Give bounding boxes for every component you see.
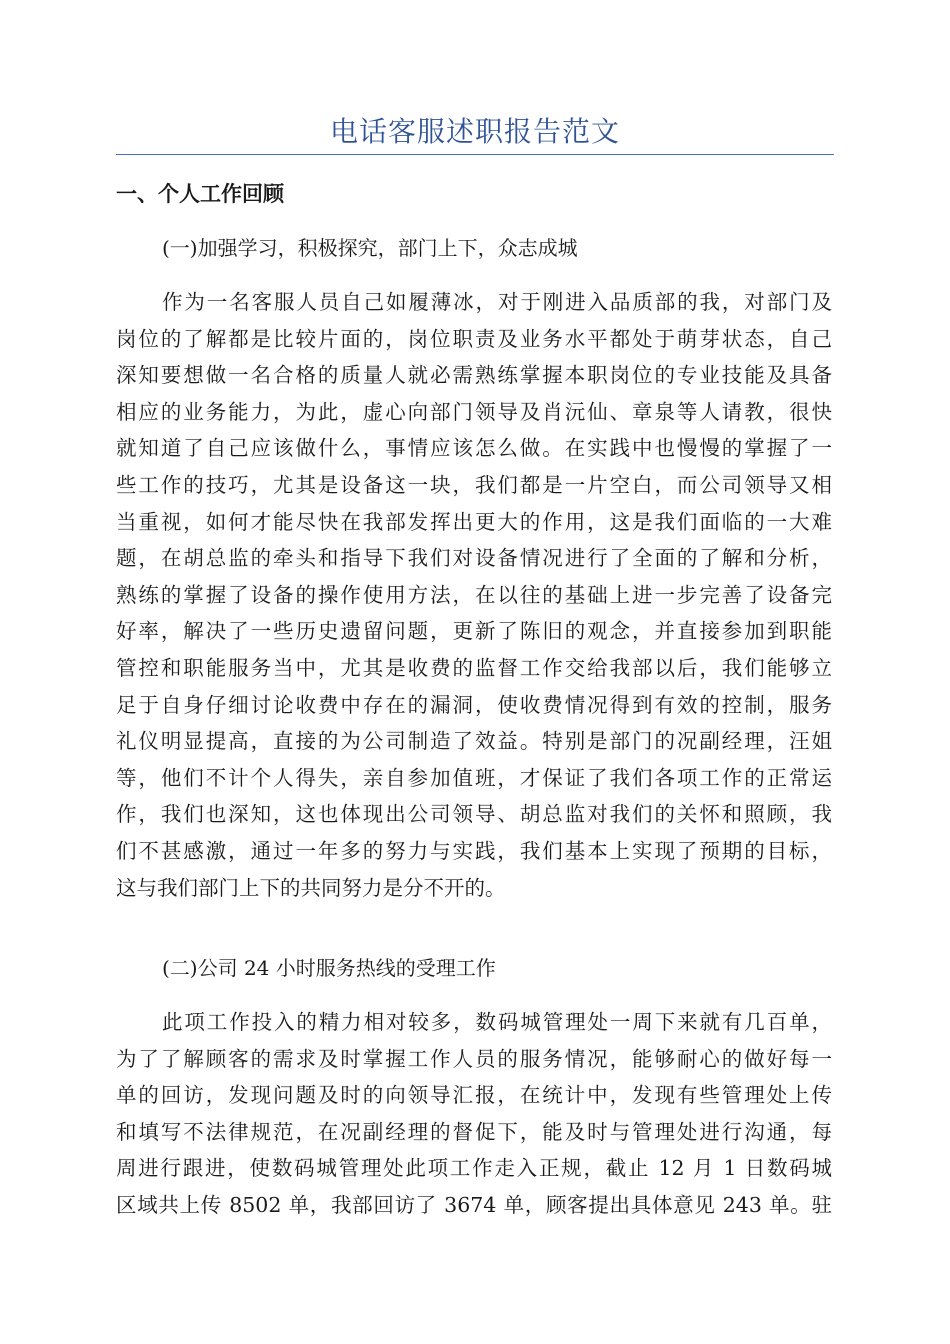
paragraph-line: 此项工作投入的精力相对较多，数码城管理处一周下来就有几百单，: [162, 1010, 832, 1034]
paragraph-2: [116, 1004, 832, 1224]
paragraph-line: 好率，解决了一些历史遗留问题，更新了陈旧的观念，并直接参加到职能: [116, 619, 832, 644]
paragraph-line: 题，在胡总监的牵头和指导下我们对设备情况进行了全面的了解和分析，: [116, 546, 832, 571]
section-heading: 一、个人工作回顾: [116, 182, 284, 206]
paragraph-line: 当重视，如何才能尽快在我部发挥出更大的作用，这是我们面临的一大难: [116, 509, 832, 534]
paragraph-line: 深知要想做一名合格的质量人就必需熟练掌握本职岗位的专业技能及具备: [116, 363, 832, 388]
paragraph-line: 些工作的技巧，尤其是设备这一块，我们都是一片空白，而公司领导又相: [116, 472, 832, 497]
paragraph-line: 们不甚感激，通过一年多的努力与实践，我们基本上实现了预期的目标，: [116, 838, 832, 863]
title-underline: [116, 154, 834, 155]
paragraph-line: 熟练的掌握了设备的操作使用方法，在以往的基础上进一步完善了设备完: [116, 582, 832, 607]
paragraph-line: 周进行跟进，使数码城管理处此项工作走入正规，截止 12 月 1 日数码城: [116, 1156, 832, 1181]
paragraph-line: 相应的业务能力，为此，虚心向部门领导及肖沅仙、章泉等人请教，很快: [116, 399, 832, 424]
document-title: 电话客服述职报告范文: [329, 115, 620, 148]
paragraph-line: 为了了解顾客的需求及时掌握工作人员的服务情况，能够耐心的做好每一: [116, 1046, 832, 1071]
paragraph-line: 就知道了自己应该做什么，事情应该怎么做。在实践中也慢慢的掌握了一: [116, 436, 832, 461]
paragraph-line: 单的回访，发现问题及时的向领导汇报，在统计中，发现有些管理处上传: [116, 1083, 832, 1108]
paragraph-line: 岗位的了解都是比较片面的，岗位职责及业务水平都处于萌芽状态，自己: [116, 326, 832, 351]
paragraph-line: 和填写不法律规范，在况副经理的督促下，能及时与管理处进行沟通，每: [116, 1119, 832, 1144]
paragraph-line: 这与我们部门上下的共同努力是分不开的。: [116, 875, 506, 900]
subheading-2: (二)公司 24 小时服务热线的受理工作: [162, 956, 496, 980]
paragraph-1: [116, 284, 832, 906]
paragraph-line: 礼仪明显提高，直接的为公司制造了效益。特别是部门的况副经理，汪姐: [116, 729, 832, 754]
paragraph-line: 作为一名客服人员自己如履薄冰，对于刚进入品质部的我，对部门及: [162, 290, 832, 314]
paragraph-line: 区域共上传 8502 单，我部回访了 3674 单，顾客提出具体意见 243 单。驻: [116, 1192, 832, 1217]
paragraph-line: 等，他们不计个人得失，亲自参加值班，才保证了我们各项工作的正常运: [116, 765, 832, 790]
subheading-1: (一)加强学习，积极探究，部门上下，众志成城: [162, 236, 578, 260]
paragraph-line: 作，我们也深知，这也体现出公司领导、胡总监对我们的关怀和照顾，我: [116, 802, 832, 827]
paragraph-line: 管控和职能服务当中，尤其是收费的监督工作交给我部以后，我们能够立: [116, 655, 832, 680]
paragraph-line: 足于自身仔细讨论收费中存在的漏洞，使收费情况得到有效的控制，服务: [116, 692, 832, 717]
